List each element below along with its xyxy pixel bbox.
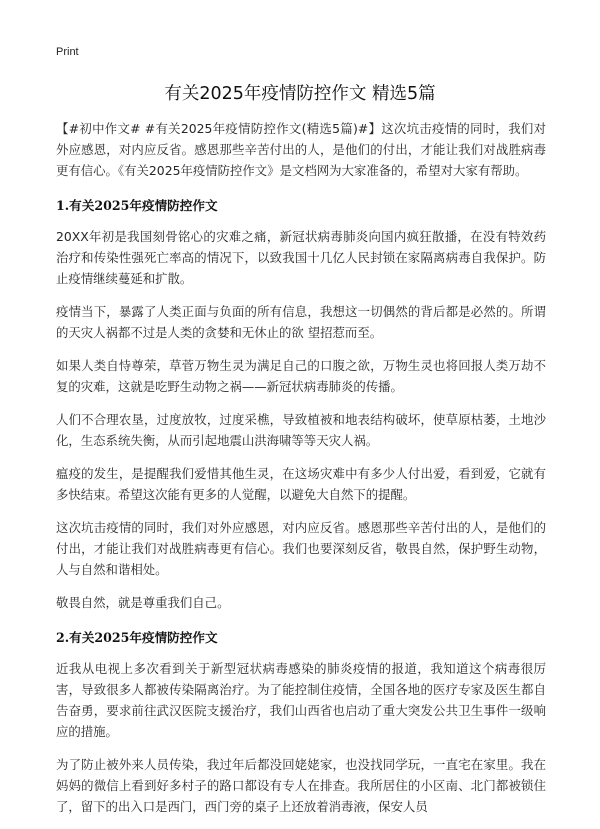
intro-paragraph: 【#初中作文# #有关2025年疫情防控作文(精选5篇)#】这次坑击疫情的同时，我们对外应感恩，对内应反省。感恩那些辛苦付出的人，是他们的付出，才能让我们对战胜病毒更有信心。《有关2025年疫情防控作文》是文档网为大家准备的，希望对大家有帮助。 (56, 121, 546, 178)
paragraph: 这次坑击疫情的同时，我们对外应感恩，对内应反省。感恩那些辛苦付出的人，是他们的付出，才能让我们对战胜病毒更有信心。我们也要深刻反省，敬畏自然，保护野生动物，人与自然和谐相处。 (56, 520, 546, 577)
print-link[interactable]: Print (56, 46, 79, 58)
document-body (56, 118, 546, 829)
paragraph: 近我从电视上多次看到关于新型冠状病毒感染的肺炎疫情的报道，我知道这个病毒很厉害，导致很多人都被传染隔离治疗。为了能控制住疫情，全国各地的医疗专家及医生都自告奋勇，要求前往武汉医院支援治疗，我们山西省也启动了重大突发公共卫生事件一级响应的措施。 (56, 661, 546, 739)
document-title: 有关2025年疫情防控作文 精选5篇 (164, 84, 436, 104)
paragraph: 敬畏自然，就是尊重我们自己。 (56, 595, 230, 610)
section-heading-2: 2.有关2025年疫情防控作文 (56, 630, 218, 645)
paragraph: 为了防止被外来人员传染，我过年后都没回姥姥家，也没找同学玩，一直宅在家里。我在妈妈的微信上看到好多村子的路口都设有专人在排查。我所居住的小区南、北门都被锁住了，留下的出入口是西门，西门旁的桌子上还放着消毒液，保安人员 (56, 757, 546, 814)
paragraph: 如果人类自恃尊荣，草菅万物生灵为满足自己的口腹之欲，万物生灵也将回报人类万劫不复的灾难，这就是吃野生动物之祸——新冠状病毒肺炎的传播。 (56, 358, 546, 394)
section-heading-1: 1.有关2025年疫情防控作文 (56, 198, 218, 213)
paragraph: 疫情当下，暴露了人类正面与负面的所有信息，我想这一切偶然的背后都是必然的。所谓的天灾人祸都不过是人类的贪婪和无休止的欲 望招惹而至。 (56, 304, 546, 340)
paragraph: 20XX年初是我国刻骨铭心的灾难之痛，新冠状病毒肺炎向国内疯狂散播，在没有特效药治疗和传染性强死亡率高的情况下，以致我国十几亿人民封锁在家隔离病毒自我保护。防止疫情继续蔓延和扩散。 (56, 229, 546, 286)
paragraph: 人们不合理农垦，过度放牧，过度采樵，导致植被和地表结构破坏，使草原枯萎，土地沙化，生态系统失衡，从而引起地震山洪海啸等等天灾人祸。 (56, 412, 546, 448)
paragraph: 瘟疫的发生，是提醒我们爱惜其他生灵，在这场灾难中有多少人付出爱，看到爱，它就有多快结束。希望这次能有更多的人觉醒，以避免大自然下的提醒。 (56, 466, 546, 502)
